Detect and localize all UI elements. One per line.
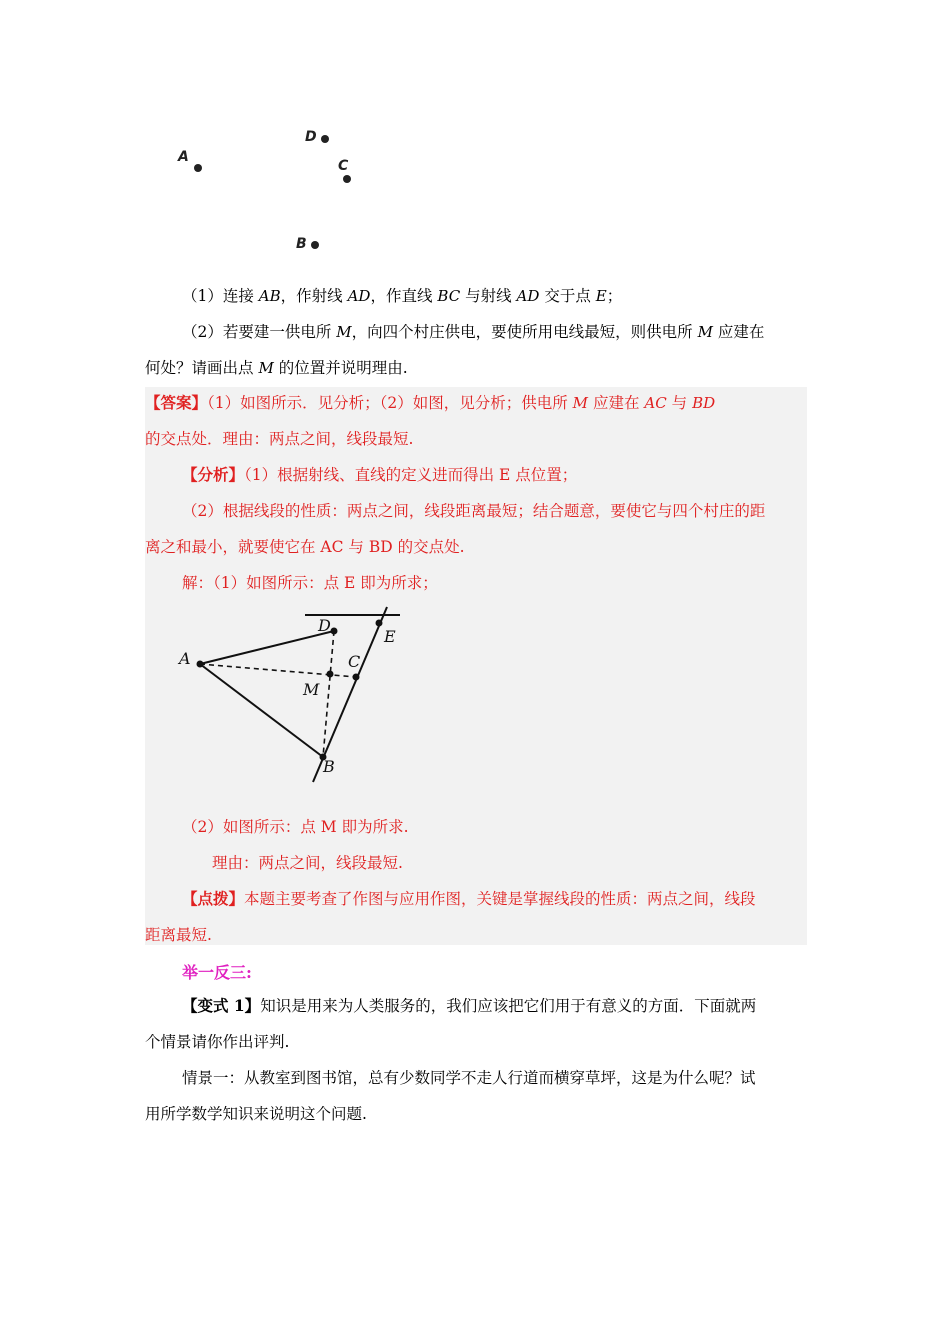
question-2-cont: 何处？请画出点 M 的位置并说明理由.	[145, 359, 408, 377]
tip-line-1: 【点拨】本题主要考查了作图与应用作图，关键是掌握线段的性质：两点之间，线段	[182, 889, 756, 908]
point-label-c: C	[348, 652, 361, 671]
point-m	[327, 671, 334, 678]
point-label-a: A	[179, 649, 191, 668]
point-a	[197, 661, 204, 668]
solution-figure	[177, 604, 404, 788]
solution-line-3: 理由：两点之间，线段最短.	[212, 854, 403, 872]
solution-line-1: 解：（1）如图所示：点 E 即为所求；	[182, 574, 438, 592]
point-c	[343, 175, 351, 183]
variant-line-1: 【变式 1】知识是用来为人类服务的，我们应该把它们用于有意义的方面．下面就两	[182, 996, 757, 1015]
point-e	[376, 620, 383, 627]
points-figure	[170, 120, 390, 260]
point-label-d: D	[305, 129, 317, 145]
solution-line-2: （2）如图所示：点 M 即为所求.	[182, 818, 409, 836]
section-heading: 举一反三:	[182, 963, 252, 982]
answer-line-1: 【答案】（1）如图所示．见分析；（2）如图，见分析；供电所 M 应建在 AC 与 BD	[145, 393, 716, 412]
answer-line-2: 的交点处．理由：两点之间，线段最短.	[145, 430, 414, 448]
analysis-line-2: （2）根据线段的性质：两点之间，线段距离最短；结合题意，要使它与四个村庄的距	[182, 502, 766, 520]
analysis-line-1: 【分析】（1）根据射线、直线的定义进而得出 E 点位置；	[182, 465, 578, 484]
point-label-e: E	[384, 627, 396, 646]
point-b	[311, 241, 319, 249]
point-a	[194, 164, 202, 172]
point-label-m: M	[303, 680, 320, 699]
point-label-d: D	[318, 616, 331, 635]
point-label-c: C	[338, 158, 349, 174]
point-c	[353, 674, 360, 681]
variant-line-4: 用所学数学知识来说明这个问题.	[145, 1105, 367, 1123]
point-label-b: B	[323, 757, 335, 776]
variant-line-2: 个情景请你作出评判.	[145, 1033, 290, 1051]
analysis-line-3: 离之和最小，就要使它在 AC 与 BD 的交点处.	[145, 538, 465, 556]
tip-line-2: 距离最短.	[145, 926, 212, 944]
question-1: （1）连接 AB，作射线 AD，作直线 BC 与射线 AD 交于点 E；	[182, 287, 623, 305]
question-2: （2）若要建一供电所 M，向四个村庄供电，要使所用电线最短，则供电所 M 应建在	[182, 323, 765, 341]
point-label-a: A	[178, 149, 189, 165]
point-label-b: B	[296, 236, 307, 252]
point-d	[331, 628, 338, 635]
point-d	[321, 135, 329, 143]
variant-line-3: 情景一：从教室到图书馆，总有少数同学不走人行道而横穿草坪，这是为什么呢？试	[182, 1069, 756, 1087]
